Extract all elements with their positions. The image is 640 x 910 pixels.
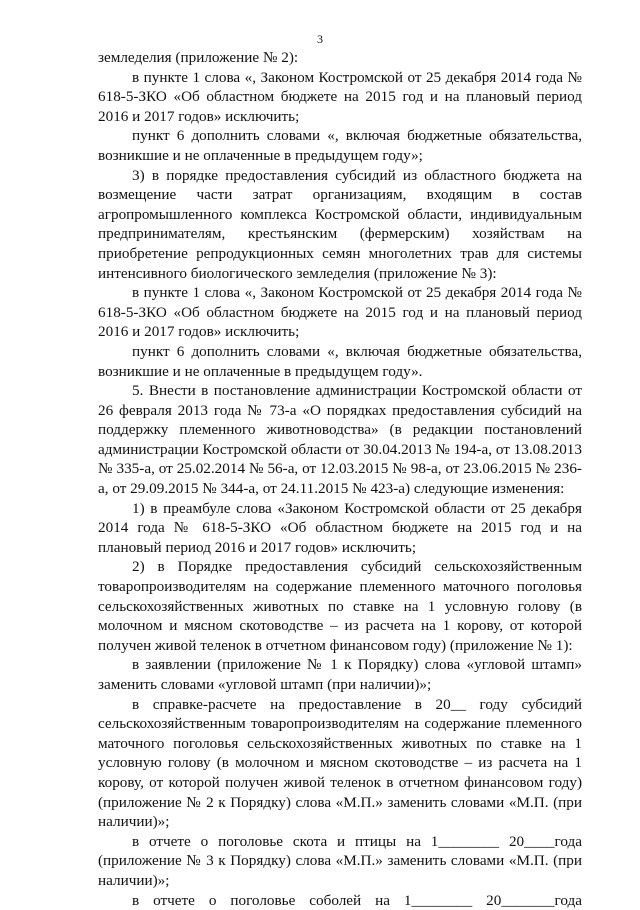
page-number: 3 (317, 32, 323, 46)
paragraph: 3) в порядке предоставления субсидий из областного бюджета на возмещение части затрат организациям, входящим в состав агропромышленного комплекса Костромской области, индивидуальным предпринимателям, крестьянским (фермерским) хозяйствам на приобретение репродукционных семян многолетних трав для системы интенсивного биологического земледелия (приложение № 3): (98, 166, 582, 282)
document-body (98, 48, 582, 910)
paragraph: в отчете о поголовье соболей на 1________ 20_______года (132, 891, 582, 909)
paragraph: пункт 6 дополнить словами «, включая бюджетные обязательства, возникшие и не оплаченные в предыдущем году»; (98, 127, 582, 164)
paragraph: земледелия (приложение № 2): (98, 49, 299, 66)
paragraph: в пункте 1 слова «, Законом Костромской от 25 декабря 2014 года № 618-5-ЗКО «Об областном бюджете на 2015 год и на плановый период 2016 и 2017 годов» исключить; (98, 68, 582, 125)
paragraph: 2) в Порядке предоставления субсидий сельскохозяйственным товаропроизводителям на содержание племенного маточного поголовья сельскохозяйственных животных по ставке на 1 условную голову (в молочном и мясном скотоводстве – из расчета на 1 корову, от которой получен живой теленок в отчетном финансовом году) (приложение № 1): (98, 558, 582, 654)
paragraph: пункт 6 дополнить словами «, включая бюджетные обязательства, возникшие и не оплаченные в предыдущем году». (98, 342, 582, 380)
paragraph: в справке-расчете на предоставление в 20__ году субсидий сельскохозяйственным товаропроизводителям на содержание племенного маточного поголовья сельскохозяйственных животных по ставке на 1 условную голову (в молочном и мясном скотоводстве – из расчета на 1 корову, от которой получен живой теленок в отчетном финансовом году) (приложение № 2 к Порядку) слова «М.П.» заменить словами «М.П. (при наличии)»; (98, 695, 582, 831)
paragraph: в заявлении (приложение № 1 к Порядку) слова «угловой штамп» заменить словами «угловой штамп (при наличии)»; (98, 656, 582, 693)
paragraph: в отчете о поголовье скота и птицы на 1________ 20____года (приложение № 3 к Порядку) слова «М.П.» заменить словами «М.П. (при наличии)»; (98, 832, 582, 889)
paragraph: 1) в преамбуле слова «Законом Костромской области от 25 декабря 2014 года № 618-5-ЗКО «Об областном бюджете на 2015 год и на плановый период 2016 и 2017 годов» исключить; (98, 499, 582, 556)
paragraph: в пункте 1 слова «, Законом Костромской от 25 декабря 2014 года № 618-5-ЗКО «Об областном бюджете на 2015 год и на плановый период 2016 и 2017 годов» исключить; (98, 284, 582, 341)
paragraph: 5. Внести в постановление администрации Костромской области от 26 февраля 2013 года № 73-а «О порядках предоставления субсидий на поддержку племенного животноводства» (в редакции постановлений администрации Костромской области от 30.04.2013 № 194-а, от 13.08.2013 № 335-а, от 25.02.2014 № 56-а, от 12.03.2015 № 98-а, от 23.06.2015 № 236-а, от 29.09.2015 № 344-а, от 24.11.2015 № 423-а) следующие изменения: (98, 382, 582, 498)
